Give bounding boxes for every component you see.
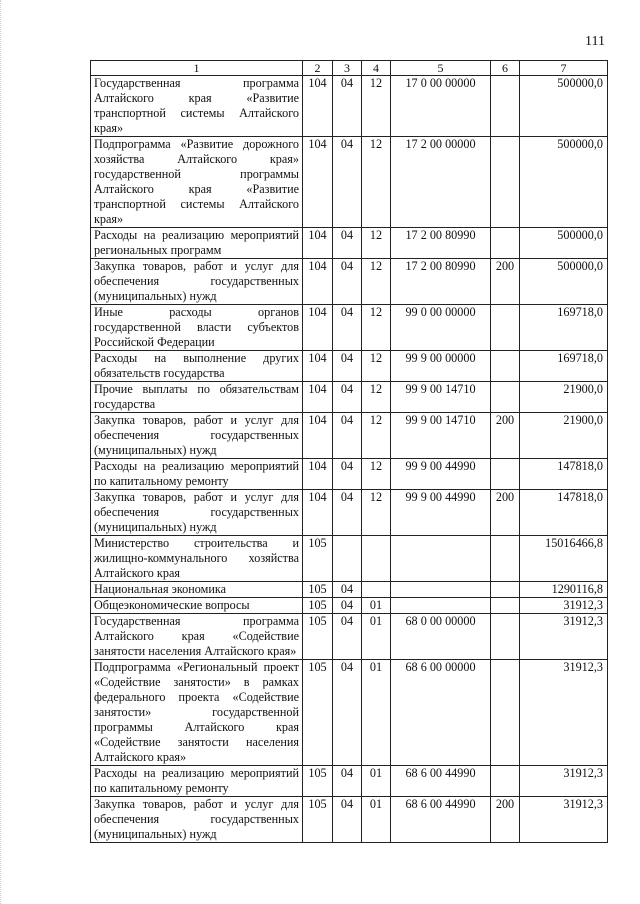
expense-type-cell	[491, 76, 520, 137]
target-article-cell: 99 9 00 14710	[391, 413, 491, 459]
row-name-cell: Государственная программа Алтайского края «Содействие занятости населения Алтайского края»	[91, 614, 303, 660]
amount-cell: 31912,3	[520, 598, 608, 614]
amount-cell: 31912,3	[520, 797, 608, 843]
ministry-code-cell: 105	[303, 766, 333, 797]
table-row	[91, 490, 608, 536]
ministry-code-cell: 105	[303, 536, 333, 582]
subsection-code-cell: 12	[362, 228, 391, 259]
row-name-cell: Подпрограмма «Региональный проект «Содействие занятости» в рамках федерального проекта «Содействие занятости» государственной программы Алтайского края «Содействие занятости населения Алтайского края»	[91, 660, 303, 766]
amount-cell: 169718,0	[520, 305, 608, 351]
ministry-code-cell: 105	[303, 660, 333, 766]
target-article-cell: 68 6 00 44990	[391, 766, 491, 797]
section-code-cell: 04	[333, 582, 362, 598]
amount-cell: 15016466,8	[520, 536, 608, 582]
row-name-cell: Расходы на реализацию мероприятий по капитальному ремонту	[91, 459, 303, 490]
ministry-code-cell: 104	[303, 490, 333, 536]
table-row	[91, 351, 608, 382]
subsection-code-cell: 12	[362, 490, 391, 536]
table-row	[91, 582, 608, 598]
expense-type-cell	[491, 582, 520, 598]
expense-type-cell	[491, 766, 520, 797]
amount-cell: 500000,0	[520, 76, 608, 137]
target-article-cell: 17 2 00 80990	[391, 228, 491, 259]
expense-type-cell	[491, 305, 520, 351]
section-code-cell: 04	[333, 413, 362, 459]
target-article-cell	[391, 582, 491, 598]
row-name-cell: Общеэкономические вопросы	[91, 598, 303, 614]
subsection-code-cell: 01	[362, 660, 391, 766]
header-cell: 1	[91, 61, 303, 76]
target-article-cell: 99 9 00 44990	[391, 459, 491, 490]
ministry-code-cell: 104	[303, 382, 333, 413]
target-article-cell: 17 2 00 80990	[391, 259, 491, 305]
section-code-cell: 04	[333, 614, 362, 660]
amount-cell: 147818,0	[520, 459, 608, 490]
target-article-cell: 99 9 00 00000	[391, 351, 491, 382]
amount-cell: 21900,0	[520, 413, 608, 459]
subsection-code-cell: 01	[362, 766, 391, 797]
subsection-code-cell: 12	[362, 382, 391, 413]
amount-cell: 169718,0	[520, 351, 608, 382]
page-number: 111	[585, 34, 605, 49]
target-article-cell: 17 2 00 00000	[391, 137, 491, 228]
target-article-cell: 17 0 00 00000	[391, 76, 491, 137]
expense-type-cell	[491, 459, 520, 490]
scan-edge-mark	[0, 0, 3, 904]
section-code-cell: 04	[333, 797, 362, 843]
expense-type-cell: 200	[491, 413, 520, 459]
ministry-code-cell: 105	[303, 598, 333, 614]
table-row	[91, 797, 608, 843]
row-name-cell: Закупка товаров, работ и услуг для обеспечения государственных (муниципальных) нужд	[91, 259, 303, 305]
section-code-cell: 04	[333, 351, 362, 382]
subsection-code-cell	[362, 536, 391, 582]
section-code-cell: 04	[333, 766, 362, 797]
table-row	[91, 536, 608, 582]
expense-type-cell	[491, 598, 520, 614]
ministry-code-cell: 105	[303, 797, 333, 843]
section-code-cell: 04	[333, 259, 362, 305]
ministry-code-cell: 104	[303, 259, 333, 305]
expense-type-cell: 200	[491, 490, 520, 536]
row-name-cell: Национальная экономика	[91, 582, 303, 598]
table-row	[91, 382, 608, 413]
table-row	[91, 459, 608, 490]
amount-cell: 31912,3	[520, 660, 608, 766]
subsection-code-cell: 12	[362, 351, 391, 382]
subsection-code-cell: 01	[362, 797, 391, 843]
target-article-cell: 99 9 00 14710	[391, 382, 491, 413]
subsection-code-cell: 12	[362, 137, 391, 228]
amount-cell: 500000,0	[520, 259, 608, 305]
section-code-cell: 04	[333, 228, 362, 259]
row-name-cell: Министерство строительства и жилищно-коммунального хозяйства Алтайского края	[91, 536, 303, 582]
section-code-cell: 04	[333, 76, 362, 137]
section-code-cell: 04	[333, 598, 362, 614]
table-row	[91, 228, 608, 259]
section-code-cell: 04	[333, 382, 362, 413]
expense-type-cell	[491, 536, 520, 582]
table-row	[91, 598, 608, 614]
target-article-cell: 99 0 00 00000	[391, 305, 491, 351]
table-row	[91, 259, 608, 305]
ministry-code-cell: 104	[303, 228, 333, 259]
expense-type-cell	[491, 228, 520, 259]
ministry-code-cell: 104	[303, 413, 333, 459]
amount-cell: 500000,0	[520, 137, 608, 228]
subsection-code-cell	[362, 582, 391, 598]
amount-cell: 1290116,8	[520, 582, 608, 598]
table-row	[91, 76, 608, 137]
target-article-cell	[391, 598, 491, 614]
section-code-cell: 04	[333, 459, 362, 490]
subsection-code-cell: 01	[362, 598, 391, 614]
amount-cell: 500000,0	[520, 228, 608, 259]
subsection-code-cell: 12	[362, 459, 391, 490]
row-name-cell: Расходы на реализацию мероприятий по капитальному ремонту	[91, 766, 303, 797]
header-cell: 6	[491, 61, 520, 76]
header-cell: 3	[333, 61, 362, 76]
row-name-cell: Расходы на реализацию мероприятий региональных программ	[91, 228, 303, 259]
subsection-code-cell: 12	[362, 259, 391, 305]
section-code-cell: 04	[333, 660, 362, 766]
expense-type-cell	[491, 614, 520, 660]
row-name-cell: Закупка товаров, работ и услуг для обеспечения государственных (муниципальных) нужд	[91, 490, 303, 536]
ministry-code-cell: 104	[303, 351, 333, 382]
table-row	[91, 305, 608, 351]
row-name-cell: Подпрограмма «Развитие дорожного хозяйства Алтайского края» государственной программы Алтайского края «Развитие транспортной системы Алтайского края»	[91, 137, 303, 228]
row-name-cell: Закупка товаров, работ и услуг для обеспечения государственных (муниципальных) нужд	[91, 797, 303, 843]
expense-type-cell	[491, 660, 520, 766]
table-row	[91, 660, 608, 766]
ministry-code-cell: 104	[303, 76, 333, 137]
table-row	[91, 413, 608, 459]
row-name-cell: Прочие выплаты по обязательствам государства	[91, 382, 303, 413]
subsection-code-cell: 12	[362, 413, 391, 459]
ministry-code-cell: 104	[303, 137, 333, 228]
ministry-code-cell: 105	[303, 614, 333, 660]
table-row	[91, 614, 608, 660]
section-code-cell	[333, 536, 362, 582]
amount-cell: 31912,3	[520, 614, 608, 660]
expense-type-cell	[491, 382, 520, 413]
budget-table	[90, 60, 608, 843]
amount-cell: 147818,0	[520, 490, 608, 536]
expense-type-cell	[491, 351, 520, 382]
section-code-cell: 04	[333, 490, 362, 536]
row-name-cell: Государственная программа Алтайского края «Развитие транспортной системы Алтайского края»	[91, 76, 303, 137]
expense-type-cell	[491, 137, 520, 228]
header-cell: 4	[362, 61, 391, 76]
header-cell: 2	[303, 61, 333, 76]
amount-cell: 31912,3	[520, 766, 608, 797]
header-cell: 5	[391, 61, 491, 76]
amount-cell: 21900,0	[520, 382, 608, 413]
ministry-code-cell: 105	[303, 582, 333, 598]
header-row	[91, 61, 608, 76]
header-cell: 7	[520, 61, 608, 76]
ministry-code-cell: 104	[303, 305, 333, 351]
target-article-cell	[391, 536, 491, 582]
subsection-code-cell: 01	[362, 614, 391, 660]
subsection-code-cell: 12	[362, 305, 391, 351]
target-article-cell: 68 6 00 44990	[391, 797, 491, 843]
section-code-cell: 04	[333, 137, 362, 228]
subsection-code-cell: 12	[362, 76, 391, 137]
target-article-cell: 68 6 00 00000	[391, 660, 491, 766]
ministry-code-cell: 104	[303, 459, 333, 490]
section-code-cell: 04	[333, 305, 362, 351]
row-name-cell: Иные расходы органов государственной власти субъектов Российской Федерации	[91, 305, 303, 351]
target-article-cell: 99 9 00 44990	[391, 490, 491, 536]
row-name-cell: Расходы на выполнение других обязательств государства	[91, 351, 303, 382]
table-row	[91, 766, 608, 797]
table-row	[91, 137, 608, 228]
row-name-cell: Закупка товаров, работ и услуг для обеспечения государственных (муниципальных) нужд	[91, 413, 303, 459]
expense-type-cell: 200	[491, 259, 520, 305]
target-article-cell: 68 0 00 00000	[391, 614, 491, 660]
expense-type-cell: 200	[491, 797, 520, 843]
